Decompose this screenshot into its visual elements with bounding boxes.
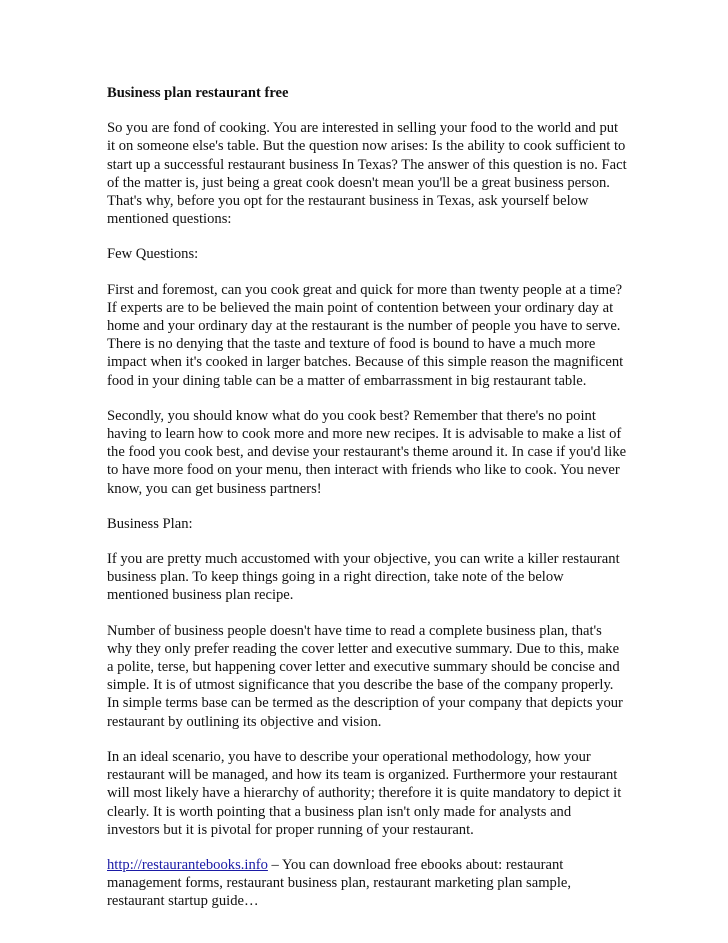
paragraph-operations: In an ideal scenario, you have to describe your operational methodology, how your restaurant will be managed, and how its team is organized. Furthermore your restaurant will most likely have a hierarchy of authority; therefore it is quite mandatory to depict it clearly. It is worth pointing that a business plan isn't only made for analysts and investors but it is pivotal for proper running of your restaurant. — [107, 748, 622, 838]
document-page — [107, 84, 627, 928]
paragraph-intro: So you are fond of cooking. You are interested in selling your food to the world and put it on someone else's table. But the question now arises: Is the ability to cook sufficient to start up a successful restaurant business In Texas? The answer of this question is no. Fact of the matter is, just being a great cook doesn't mean you'll be a great business person. That's why, before you opt for the restaurant business in Texas, ask yourself below mentioned questions: — [107, 120, 627, 228]
heading-few-questions: Few Questions: — [107, 246, 199, 263]
ebooks-link[interactable]: http://restaurantebooks.info — [107, 856, 268, 873]
document-title: Business plan restaurant free — [107, 85, 289, 101]
paragraph-objective: If you are pretty much accustomed with your objective, you can write a killer restaurant business plan. To keep things going in a right direction, take note of the below mentioned business plan recipe. — [107, 551, 620, 604]
paragraph-second-question: Secondly, you should know what do you cook best? Remember that there's no point having to learn how to cook more and more new recipes. It is advisable to make a list of the food you cook best, and devise your restaurant's theme around it. In case if you'd like to have more food on your menu, then interact with friends who like to cook. You never know, you can get business partners! — [107, 407, 627, 497]
ebooks-description: – You can download free ebooks about: restaurant management forms, restaurant business plan, restaurant marketing plan sample, restaurant startup guide… — [107, 856, 572, 910]
paragraph-cover-letter: Number of business people doesn't have time to read a complete business plan, that's why they only prefer reading the cover letter and executive summary. Due to this, make a polite, terse, but happening cover letter and executive summary should be concise and simple. It is of utmost significance that you describe the base of the company properly. In simple terms base can be termed as the description of your company that depicts your restaurant by outlining its objective and vision. — [107, 622, 623, 730]
paragraph-ebooks — [107, 856, 627, 911]
heading-business-plan: Business Plan: — [107, 515, 193, 532]
paragraph-first-question: First and foremost, can you cook great and quick for more than twenty people at a time? If experts are to be believed the main point of contention between your ordinary day at home and your ordinary day at the restaurant is the number of people you have to serve. There is no denying that the taste and texture of food is bound to have a much more impact when it's cooked in larger batches. Because of this simple reason the magnificent food in your dining table can be a matter of embarrassment in big restaurant table. — [107, 281, 624, 389]
